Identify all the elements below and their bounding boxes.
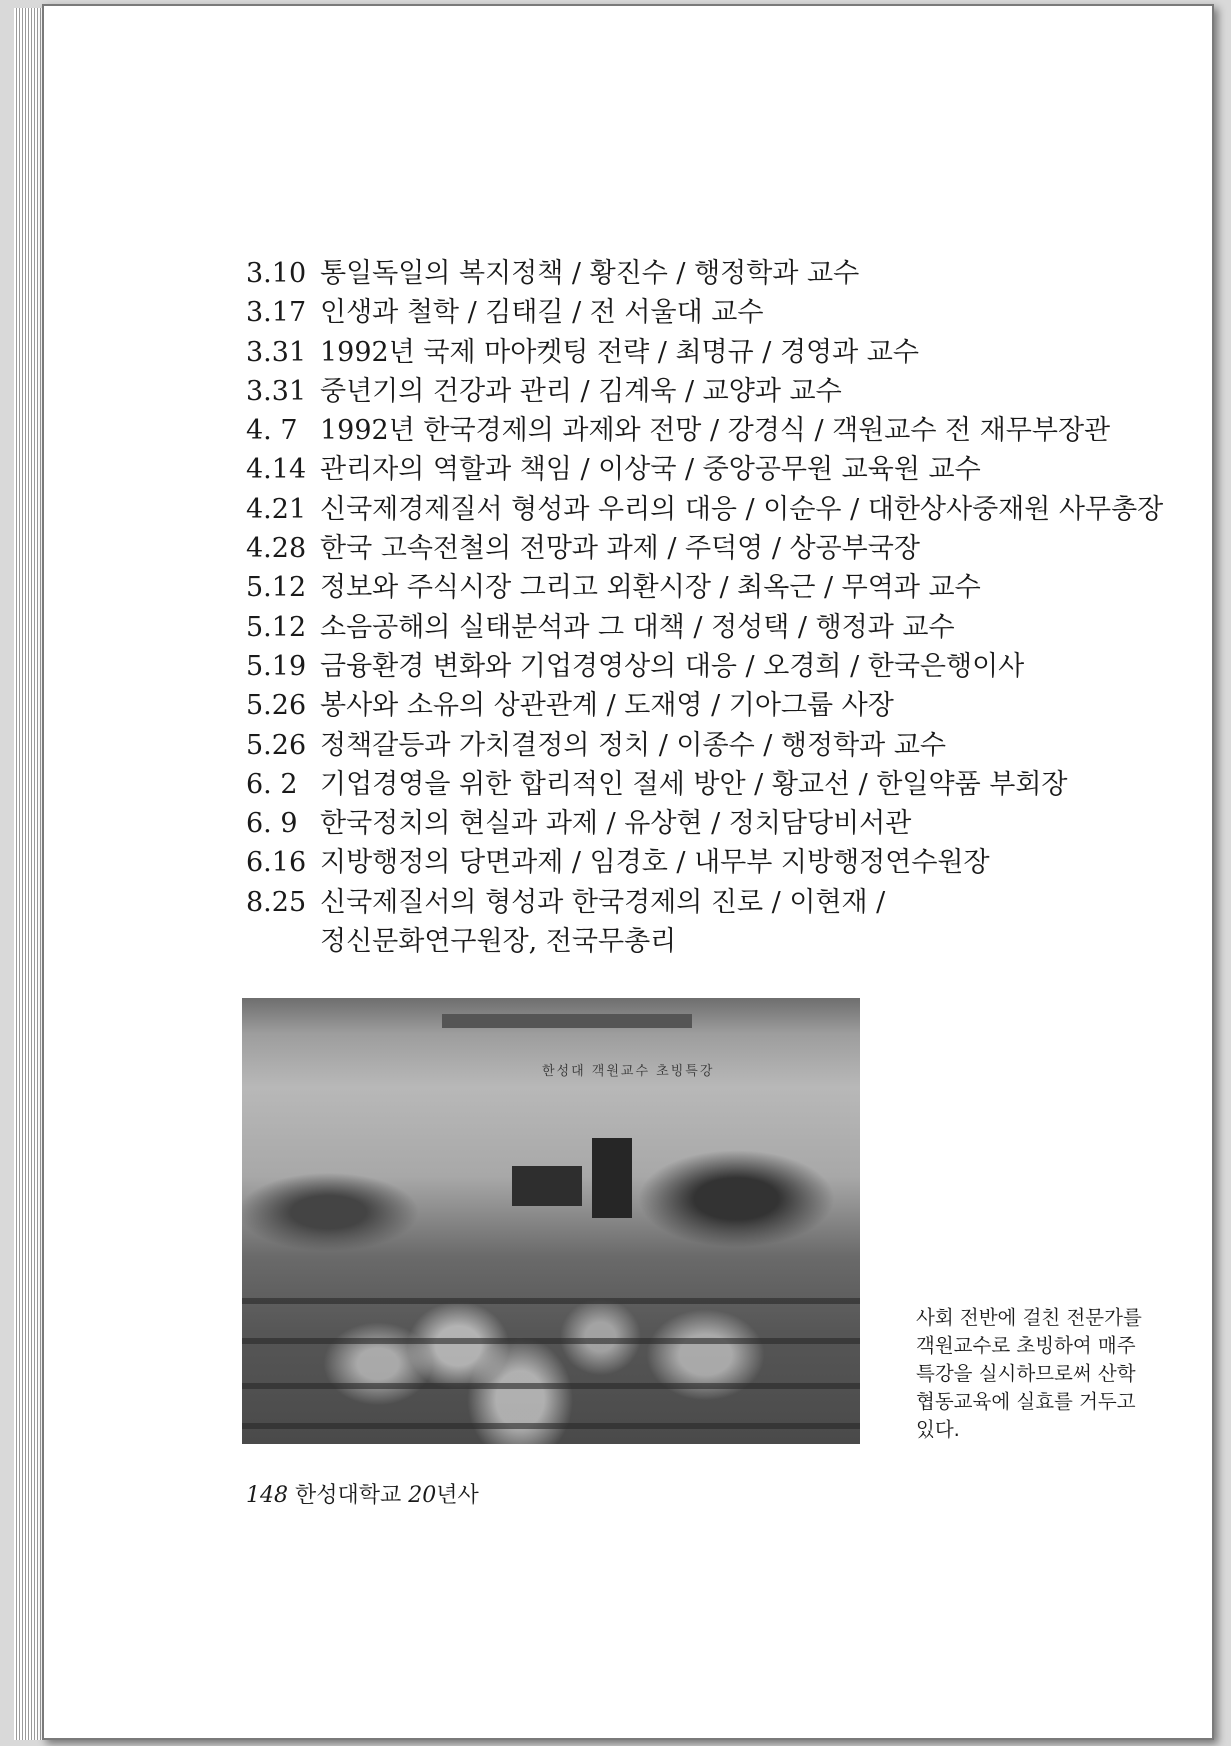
photo-stage bbox=[512, 1166, 582, 1206]
caption-line: 협동교육에 실효를 거두고 bbox=[916, 1390, 1136, 1413]
schedule-text: 1992년 국제 마아켓팅 전략 / 최명규 / 경영과 교수 bbox=[320, 336, 919, 368]
schedule-text: 봉사와 소유의 상관관계 / 도재영 / 기아그룹 사장 bbox=[320, 690, 894, 722]
schedule-text: 관리자의 역할과 책임 / 이상국 / 중앙공무원 교육원 교수 bbox=[320, 454, 981, 486]
schedule-text: 정보와 주식시장 그리고 외환시장 / 최옥근 / 무역과 교수 bbox=[320, 572, 981, 604]
schedule-text: 정책갈등과 가치결정의 정치 / 이종수 / 행정학과 교수 bbox=[320, 729, 946, 761]
schedule-date: 3.31 bbox=[246, 375, 307, 407]
schedule-text: 기업경영을 위한 합리적인 절세 방안 / 황교선 / 한일약품 부회장 bbox=[320, 768, 1068, 800]
schedule-date: 4. 7 bbox=[246, 415, 298, 447]
schedule-row-continuation bbox=[246, 922, 1206, 961]
schedule-row bbox=[246, 450, 1206, 489]
schedule-row bbox=[246, 529, 1206, 568]
schedule-date: 6. 2 bbox=[246, 768, 298, 800]
schedule-text: 정신문화연구원장, 전국무총리 bbox=[320, 926, 677, 958]
schedule-row bbox=[246, 372, 1206, 411]
schedule-date: 3.10 bbox=[246, 258, 307, 289]
schedule-date: 5.12 bbox=[246, 611, 307, 643]
schedule-row bbox=[246, 490, 1206, 529]
schedule-row bbox=[246, 843, 1206, 882]
footer-title-suffix: 년사 bbox=[436, 1483, 479, 1508]
schedule-row bbox=[246, 411, 1206, 450]
schedule-text: 인생과 철학 / 김태길 / 전 서울대 교수 bbox=[320, 297, 764, 329]
footer-title-number: 20 bbox=[408, 1483, 437, 1508]
schedule-text: 소음공해의 실태분석과 그 대책 / 정성택 / 행정과 교수 bbox=[320, 611, 955, 643]
schedule-date: 5.26 bbox=[246, 729, 307, 761]
schedule-row bbox=[246, 765, 1206, 804]
photo-seat-row bbox=[242, 1298, 860, 1304]
photo-banner bbox=[442, 1014, 692, 1028]
caption-line: 특강을 실시하므로써 산학 bbox=[916, 1362, 1136, 1385]
photo-seat-row bbox=[242, 1423, 860, 1429]
schedule-date: 4.28 bbox=[246, 533, 307, 565]
schedule-row bbox=[246, 804, 1206, 843]
schedule-text: 신국제질서의 형성과 한국경제의 진로 / 이현재 / bbox=[320, 886, 886, 918]
schedule-text: 신국제경제질서 형성과 우리의 대응 / 이순우 / 대한상사중재원 사무총장 bbox=[320, 493, 1164, 525]
schedule-text: 지방행정의 당면과제 / 임경호 / 내무부 지방행정연수원장 bbox=[320, 847, 990, 879]
photo-seat-row bbox=[242, 1383, 860, 1389]
schedule-row bbox=[246, 686, 1206, 725]
photo-caption bbox=[916, 1304, 1176, 1444]
schedule-date: 8.25 bbox=[246, 886, 307, 918]
schedule-text: 한국정치의 현실과 과제 / 유상현 / 정치담당비서관 bbox=[320, 808, 912, 840]
lecture-photo bbox=[242, 998, 860, 1444]
schedule-text: 한국 고속전철의 전망과 과제 / 주덕영 / 상공부국장 bbox=[320, 533, 920, 565]
schedule-date: 5.26 bbox=[246, 690, 307, 722]
caption-line: 사회 전반에 걸친 전문가를 bbox=[916, 1306, 1142, 1329]
book-page bbox=[42, 4, 1214, 1740]
schedule-row bbox=[246, 293, 1206, 332]
photo-sign-text: 한성대 객원교수 초빙특강 bbox=[542, 1064, 715, 1079]
schedule-date: 5.19 bbox=[246, 650, 307, 682]
photo-seat-row bbox=[242, 1338, 860, 1344]
page-number: 148 bbox=[246, 1483, 288, 1508]
schedule-text: 중년기의 건강과 관리 / 김계욱 / 교양과 교수 bbox=[320, 375, 842, 407]
caption-line: 있다. bbox=[916, 1418, 960, 1441]
schedule-row bbox=[246, 647, 1206, 686]
photo-podium bbox=[592, 1138, 632, 1218]
footer-title-prefix: 한성대학교 bbox=[295, 1483, 402, 1508]
schedule-row bbox=[246, 254, 1206, 293]
schedule-text: 통일독일의 복지정책 / 황진수 / 행정학과 교수 bbox=[320, 258, 860, 289]
schedule-date: 4.14 bbox=[246, 454, 307, 486]
schedule-date: 4.21 bbox=[246, 493, 307, 525]
page-footer bbox=[246, 1478, 479, 1509]
schedule-date: 3.17 bbox=[246, 297, 307, 329]
lecture-schedule-list bbox=[246, 254, 1206, 961]
schedule-date: 6.16 bbox=[246, 847, 307, 879]
schedule-date: 5.12 bbox=[246, 572, 307, 604]
schedule-row bbox=[246, 883, 1206, 922]
schedule-date: 3.31 bbox=[246, 336, 307, 368]
schedule-text: 금융환경 변화와 기업경영상의 대응 / 오경희 / 한국은행이사 bbox=[320, 650, 1025, 682]
schedule-row bbox=[246, 333, 1206, 372]
caption-line: 객원교수로 초빙하여 매주 bbox=[916, 1334, 1136, 1357]
schedule-row bbox=[246, 726, 1206, 765]
schedule-row bbox=[246, 608, 1206, 647]
schedule-date: 6. 9 bbox=[246, 808, 298, 840]
schedule-text: 1992년 한국경제의 과제와 전망 / 강경식 / 객원교수 전 재무부장관 bbox=[320, 415, 1111, 447]
schedule-row bbox=[246, 568, 1206, 607]
